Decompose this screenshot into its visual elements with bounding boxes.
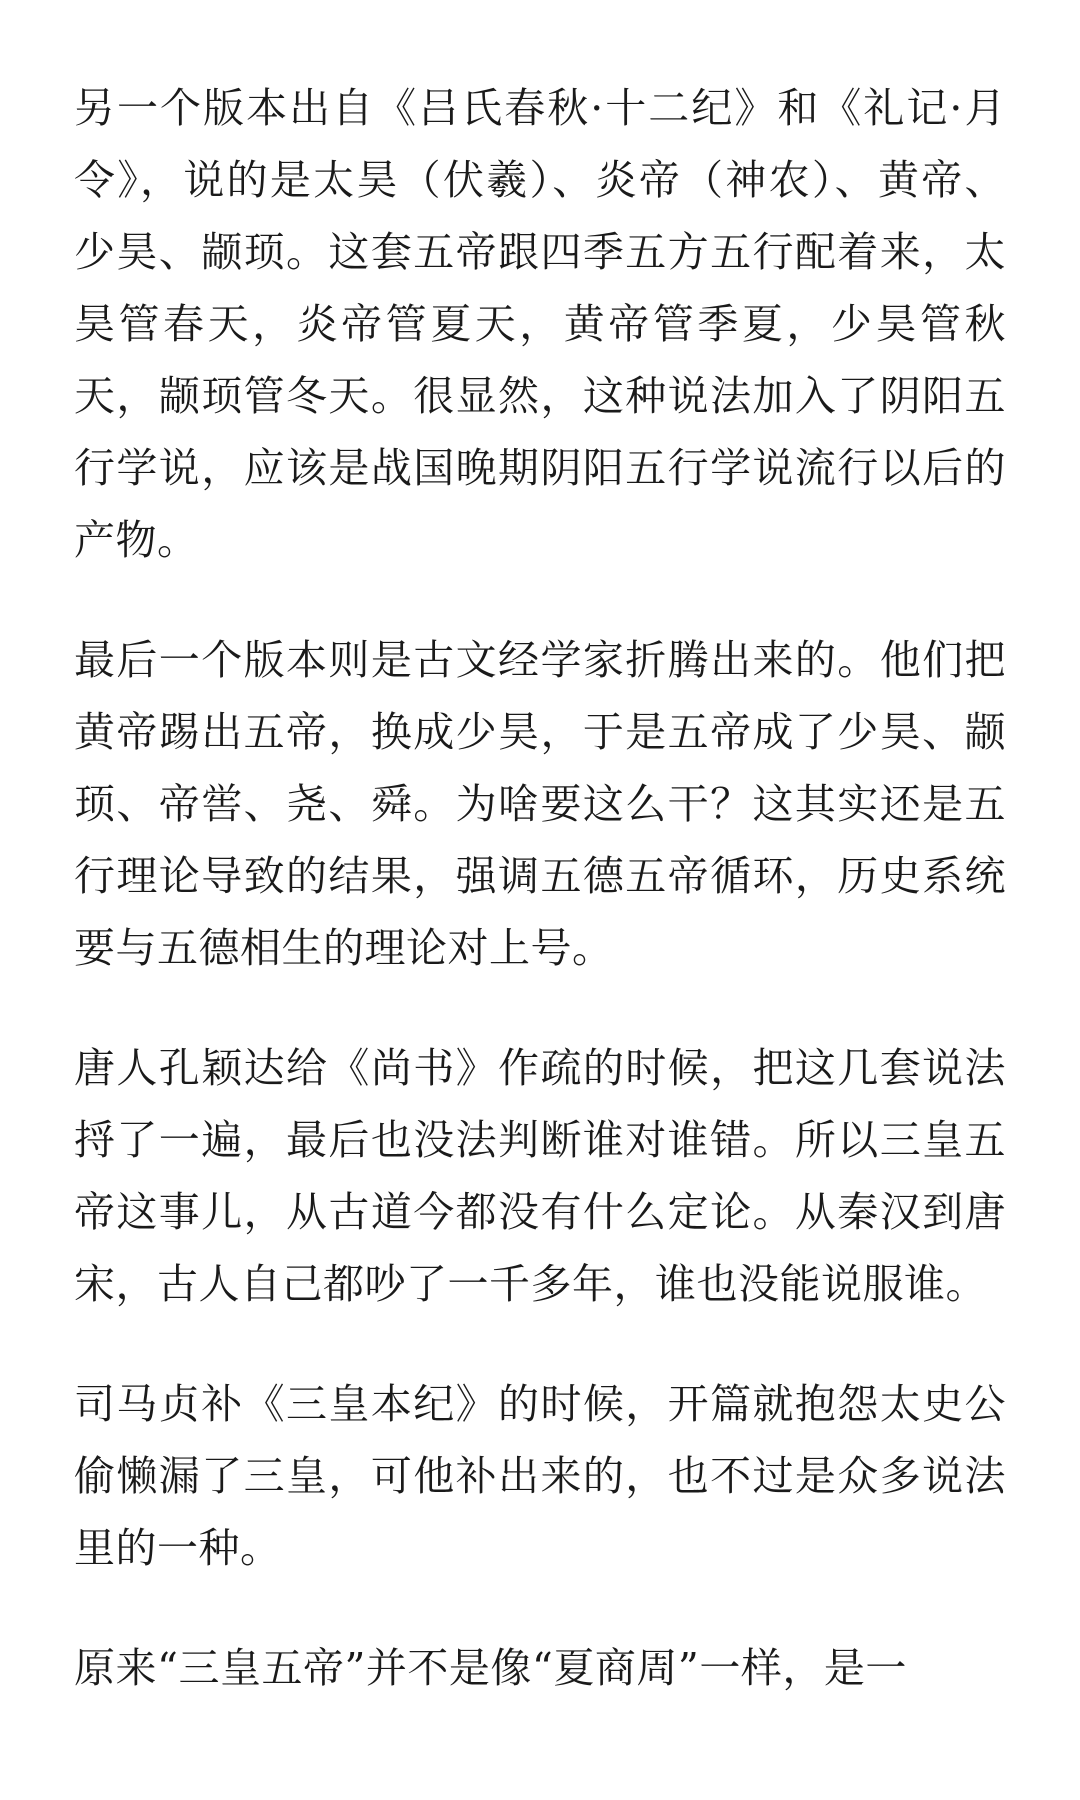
paragraph-five-emperors-guwen: 最后一个版本则是古文经学家折腾出来的。他们把黄帝踢出五帝，换成少昊，于是五帝成了少昊、颛顼、帝喾、尧、舜。为啥要这么干？这其实还是五行理论导致的结果，强调五德五帝循环，历史系统要与五德相生的理论对上号。 — [74, 636, 1006, 972]
paragraph-conclusion: 原来“三皇五帝”并不是像“夏商周”一样，是一 — [74, 1644, 907, 1692]
paragraph-kong-yingda: 唐人孔颖达给《尚书》作疏的时候，把这几套说法捋了一遍，最后也没法判断谁对谁错。所以三皇五帝这事儿，从古道今都没有什么定论。从秦汉到唐宋，古人自己都吵了一千多年，谁也没能说服谁。 — [74, 1044, 1006, 1308]
paragraph-sima-zhen: 司马贞补《三皇本纪》的时候，开篇就抱怨太史公偷懒漏了三皇，可他补出来的，也不过是众多说法里的一种。 — [74, 1380, 1006, 1572]
paragraph-five-emperors-yueling: 另一个版本出自《吕氏春秋·十二纪》和《礼记·月令》，说的是太昊（伏羲）、炎帝（神农）、黄帝、少昊、颛顼。这套五帝跟四季五方五行配着来，太昊管春天，炎帝管夏天，黄帝管季夏，少昊管秋天，颛顼管冬天。很显然，这种说法加入了阴阳五行学说，应该是战国晚期阴阳五行学说流行以后的产物。 — [74, 84, 1006, 564]
article-body — [74, 72, 1006, 1704]
